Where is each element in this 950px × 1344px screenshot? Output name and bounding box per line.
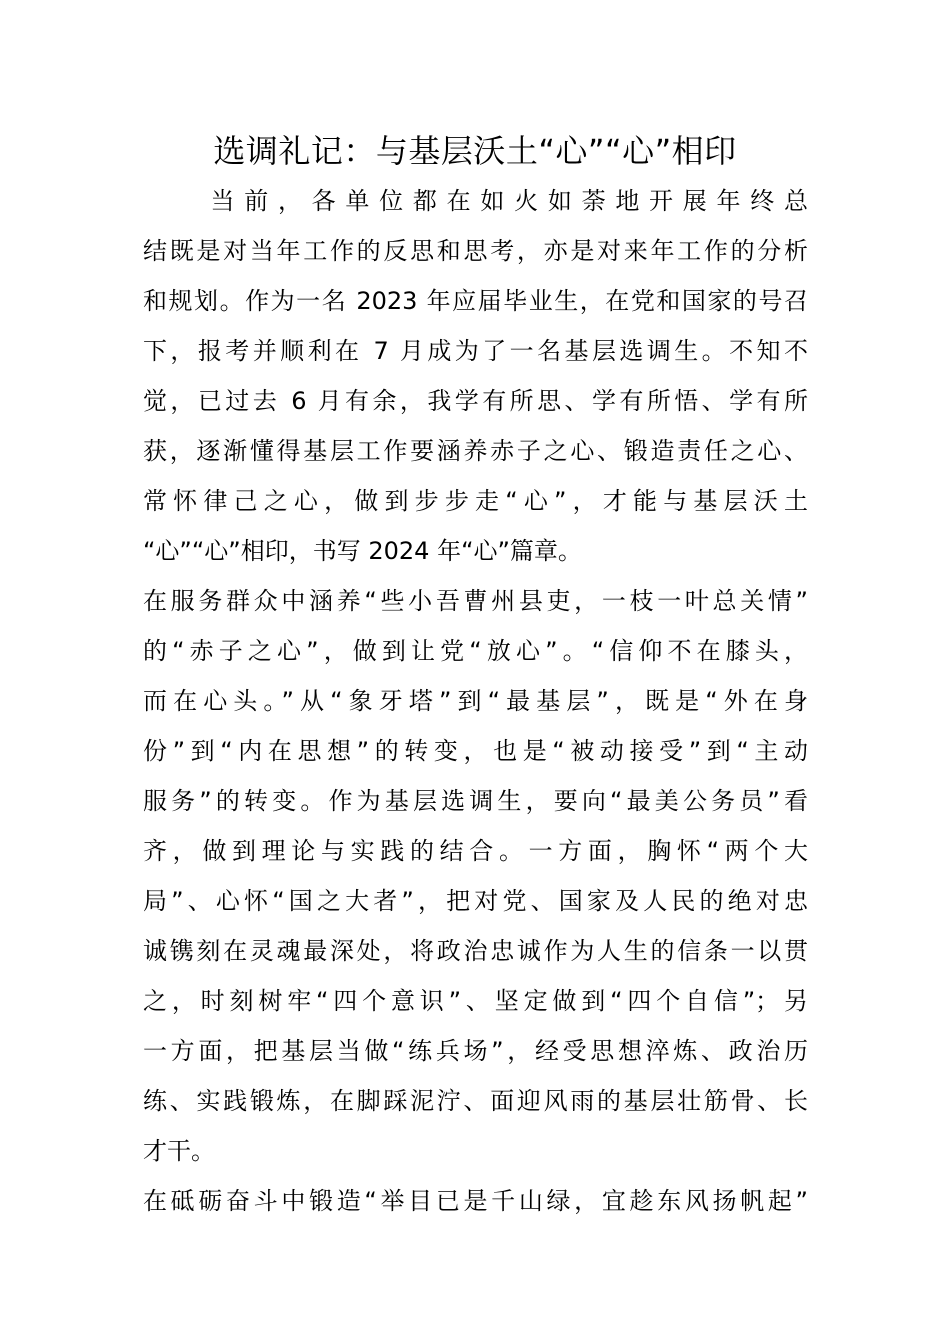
document-title: 选调礼记：与基层沃土“心”“心”相印 (213, 132, 737, 170)
paragraph-2 (143, 576, 808, 1176)
text-line: 份”到“内在思想”的转变，也是“被动接受”到“主动 (143, 737, 808, 765)
text-line: “心”“心”相印，书写 2024 年“心”篇章。 (143, 537, 582, 565)
text-line: 下，报考并顺利在 7 月成为了一名基层选调生。不知不 (143, 337, 808, 365)
text-line: 的“赤子之心”，做到让党“放心”。“信仰不在膝头， (143, 637, 808, 665)
text-line: 结既是对当年工作的反思和思考，亦是对来年工作的分析 (143, 237, 808, 265)
text-line: 获，逐渐懂得基层工作要涵养赤子之心、锻造责任之心、 (143, 437, 808, 465)
text-line: 一方面，把基层当做“练兵场”，经受思想淬炼、政治历 (143, 1037, 808, 1065)
text-line: 和规划。作为一名 2023 年应届毕业生，在党和国家的号召 (143, 287, 808, 315)
text-line: 在砥砺奋斗中锻造“举目已是千山绿，宜趁东风扬帆起” (143, 1187, 808, 1215)
text-line: 当前，各单位都在如火如荼地开展年终总 (143, 187, 808, 215)
text-line: 常怀律己之心，做到步步走“心”，才能与基层沃土 (143, 487, 808, 515)
text-line: 才干。 (143, 1137, 215, 1165)
text-line: 之，时刻树牢“四个意识”、坚定做到“四个自信”；另 (143, 987, 808, 1015)
text-line: 诚镌刻在灵魂最深处，将政治忠诚作为人生的信条一以贯 (143, 937, 808, 965)
text-line: 在服务群众中涵养“些小吾曹州县吏，一枝一叶总关情” (143, 587, 808, 615)
text-line: 齐，做到理论与实践的结合。一方面，胸怀“两个大 (143, 837, 808, 865)
paragraph-3 (143, 1176, 808, 1226)
paragraph-1 (143, 176, 808, 576)
document-body (143, 176, 808, 1226)
text-line: 而在心头。”从“象牙塔”到“最基层”，既是“外在身 (143, 687, 808, 715)
text-line: 练、实践锻炼，在脚踩泥泞、面迎风雨的基层壮筋骨、长 (143, 1087, 808, 1115)
text-line: 服务”的转变。作为基层选调生，要向“最美公务员”看 (143, 787, 808, 815)
text-line: 觉，已过去 6 月有余，我学有所思、学有所悟、学有所 (143, 387, 808, 415)
text-line: 局”、心怀“国之大者”，把对党、国家及人民的绝对忠 (143, 887, 808, 915)
